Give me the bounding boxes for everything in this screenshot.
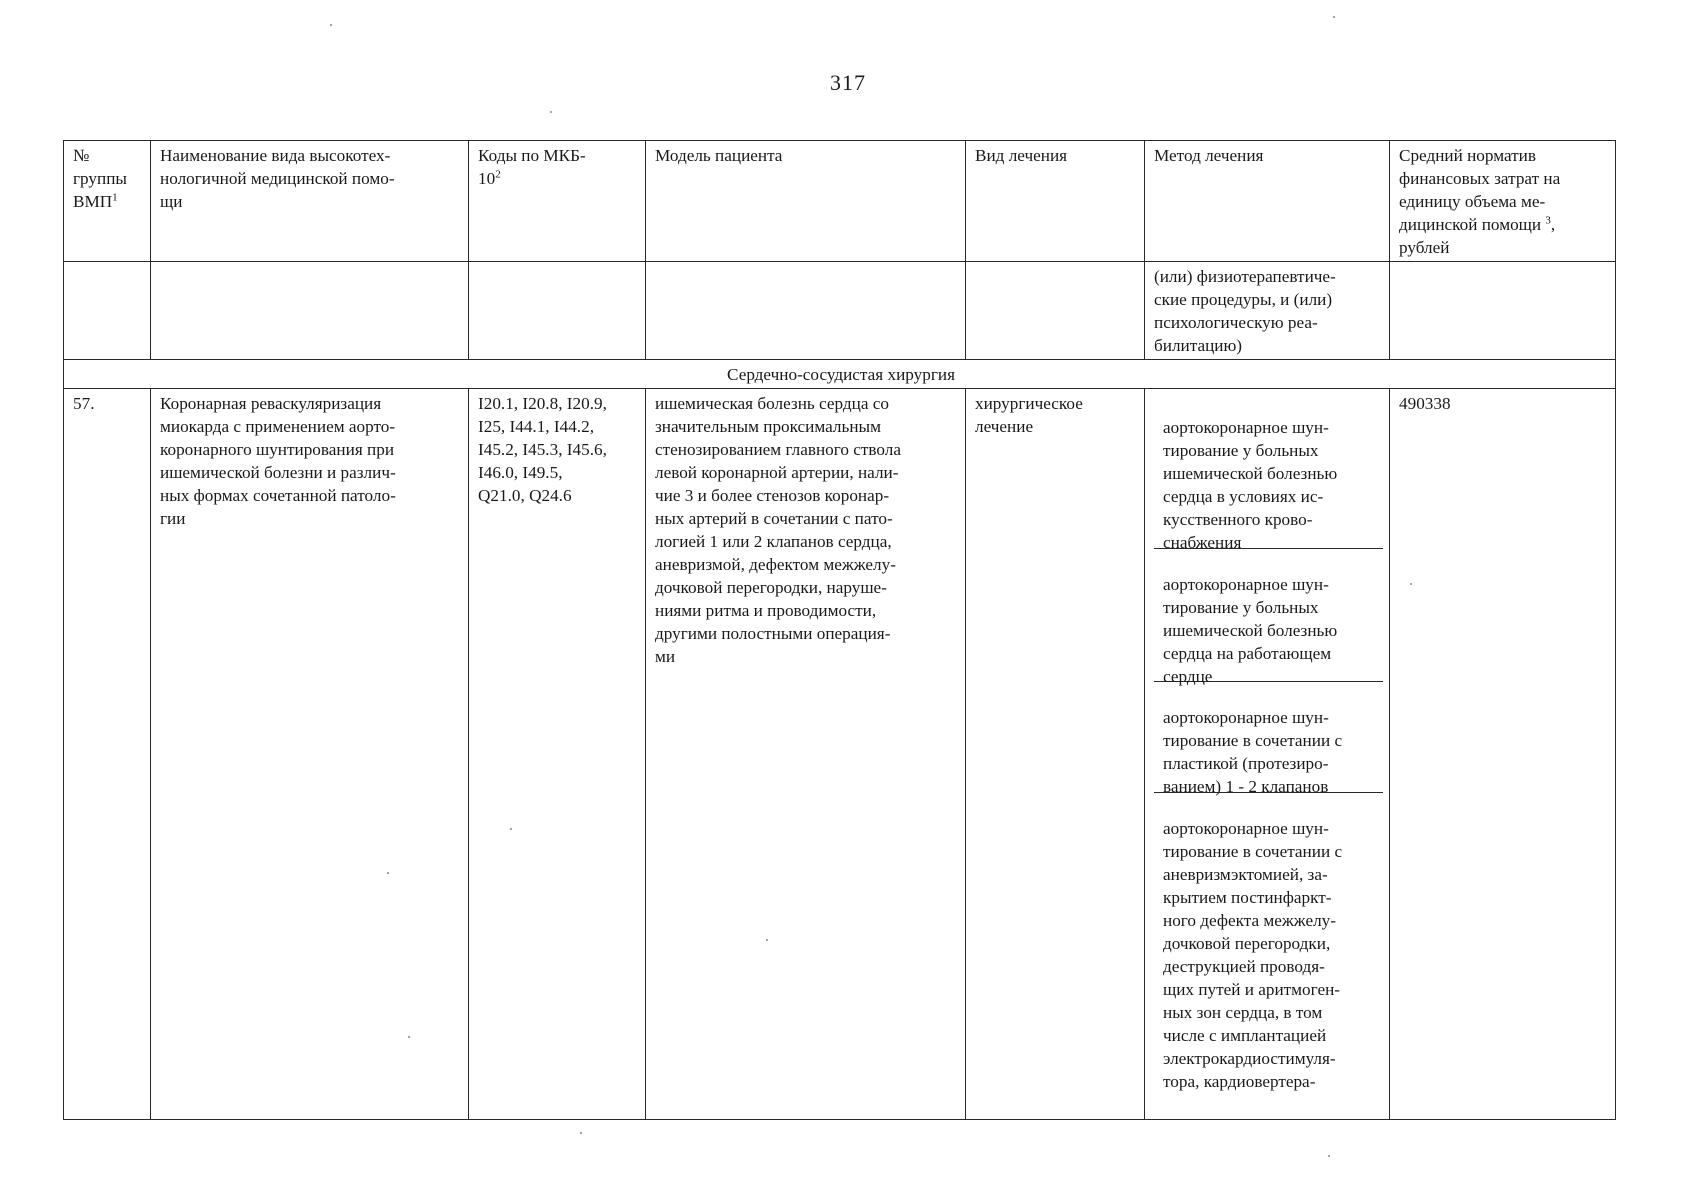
cell-empty [1390,262,1616,360]
header-row [64,141,1616,262]
method-item: аортокоронарное шун- тирование у больных ишемической болезнью сердца в условиях ис- кусственного крово- снабжения [1154,415,1383,549]
scan-speck [766,939,768,941]
continuation-method: (или) физиотерапевтиче- ские процедуры, и (или) психологическую реа- билитацию) [1145,262,1390,360]
scan-speck [1333,16,1335,18]
cell-empty [469,262,646,360]
vmp-table [63,140,1616,1120]
cost-value: 490338 [1390,389,1616,1120]
group-number: 57. [64,389,151,1120]
vmp-name: Коронарная реваскуляризация миокарда с применением аорто- коронарного шунтирования при ишемической болезни и различ- ных формах сочетанной патоло- гии [151,389,469,1120]
cell-empty [966,262,1145,360]
header-name: Наименование вида высокотех- нологичной медицинской помо- щи [151,141,469,262]
table-row [64,389,1616,1120]
header-treatment-type: Вид лечения [966,141,1145,262]
scan-speck [408,1036,410,1038]
cell-empty [646,262,966,360]
page-number: 317 [830,70,866,95]
section-title: Сердечно-сосудистая хирургия [64,360,1616,389]
header-cost: Средний норматив финансовых затрат на единицу объема ме- дицинской помощи $^3$, рублей [1390,141,1616,262]
patient-model: ишемическая болезнь сердца со значительным проксимальным стенозированием главного ствола левой коронарной артерии, нали- чие 3 и более стенозов коронар- ных артерий в сочетании с пато- логией 1 или 2 клапанов сердца, аневризмой, дефектом межжелу- дочковой перегородки, наруше- ниями ритма и проводимости, другими полостными операция- ми [646,389,966,1120]
header-patient-model: Модель пациента [646,141,966,262]
header-group-no: № группы ВМП$^1$ [64,141,151,262]
continuation-row [64,262,1616,360]
cell-empty [151,262,469,360]
treatment-type: хирургическое лечение [966,389,1145,1120]
method-item: аортокоронарное шун- тирование в сочетании с аневризмэктомией, за- крытием постинфаркт- ного дефекта межжелу- дочковой перегородки, деструкцией проводя- щих путей и аритмоген- ных зон сердца, в том числе с имплантацией электрокардиостимуля- тора, кардиовертера- [1163,819,1343,1091]
header-method: Метод лечения [1145,141,1390,262]
icd-codes: I20.1, I20.8, I20.9, I25, I44.1, I44.2, I45.2, I45.3, I45.6, I46.0, I49.5, Q21.0, Q24.6 [469,389,646,1120]
method-item: аортокоронарное шун- тирование у больных ишемической болезнью сердца на работающем сердце [1154,572,1383,682]
method-item: аортокоронарное шун- тирование в сочетании с пластикой (протезиро- ванием) 1 - 2 клапанов [1154,705,1383,793]
scan-speck [1410,583,1412,585]
section-row [64,360,1616,389]
scan-speck [1328,1155,1330,1157]
cell-empty [64,262,151,360]
header-codes: Коды по МКБ- $10^2$ [469,141,646,262]
scan-speck [580,1132,582,1134]
scan-speck [387,872,389,874]
scan-speck [550,111,552,113]
treatment-methods [1145,389,1390,1120]
scan-speck [510,828,512,830]
scan-speck [330,24,332,26]
